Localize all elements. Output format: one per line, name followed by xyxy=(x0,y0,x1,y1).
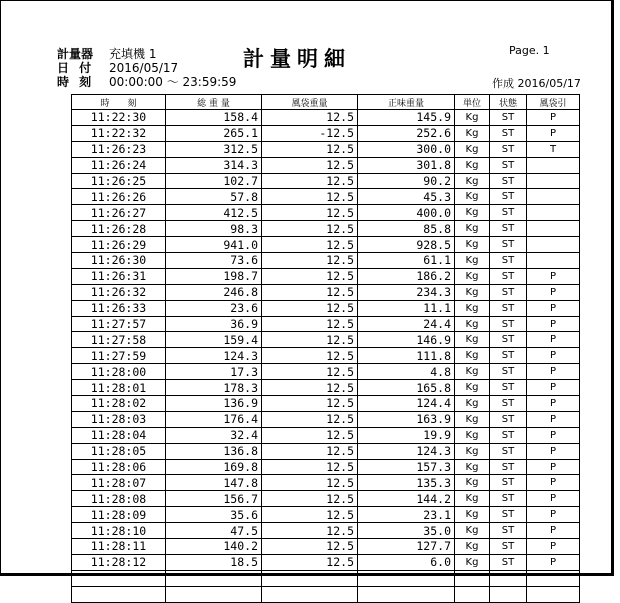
time-cell xyxy=(72,586,166,602)
col-status-header: 状態 xyxy=(490,95,527,110)
table-row xyxy=(72,205,580,221)
tare-mode-cell: P xyxy=(527,411,580,427)
tare-mode-cell xyxy=(527,173,580,189)
unit-cell: Kg xyxy=(455,157,490,173)
status-cell: ST xyxy=(490,411,527,427)
tare-mode-cell xyxy=(527,221,580,237)
time-cell: 11:26:26 xyxy=(72,189,166,205)
status-cell: ST xyxy=(490,475,527,491)
tare-mode-cell: P xyxy=(527,268,580,284)
status-cell xyxy=(490,586,527,602)
tare-cell: 12.5 xyxy=(262,364,358,380)
status-cell: ST xyxy=(490,300,527,316)
tare-cell: 12.5 xyxy=(262,427,358,443)
time-cell: 11:28:00 xyxy=(72,364,166,380)
tare-mode-cell xyxy=(527,570,580,586)
gross-cell: 147.8 xyxy=(166,475,262,491)
table-row xyxy=(72,284,580,300)
net-cell: 186.2 xyxy=(358,268,455,284)
time-cell: 11:28:09 xyxy=(72,507,166,523)
tare-cell: 12.5 xyxy=(262,110,358,126)
tare-cell: 12.5 xyxy=(262,189,358,205)
tare-cell: 12.5 xyxy=(262,332,358,348)
status-cell: ST xyxy=(490,316,527,332)
status-cell: ST xyxy=(490,189,527,205)
tare-cell: 12.5 xyxy=(262,221,358,237)
tare-mode-cell xyxy=(527,157,580,173)
time-cell: 11:26:33 xyxy=(72,300,166,316)
gross-cell xyxy=(166,586,262,602)
status-cell: ST xyxy=(490,523,527,539)
table-row xyxy=(72,110,580,126)
net-cell: 45.3 xyxy=(358,189,455,205)
net-cell: 124.3 xyxy=(358,443,455,459)
gross-cell: 176.4 xyxy=(166,411,262,427)
tare-cell: 12.5 xyxy=(262,523,358,539)
gross-cell: 98.3 xyxy=(166,221,262,237)
tare-mode-cell: P xyxy=(527,539,580,555)
tare-cell: 12.5 xyxy=(262,539,358,555)
tare-mode-cell xyxy=(527,586,580,602)
table-row xyxy=(72,348,580,364)
gross-cell: 941.0 xyxy=(166,237,262,253)
unit-cell: Kg xyxy=(455,205,490,221)
gross-cell: 57.8 xyxy=(166,189,262,205)
table-row xyxy=(72,554,580,570)
unit-cell: Kg xyxy=(455,475,490,491)
tare-mode-cell: P xyxy=(527,380,580,396)
gross-cell: 18.5 xyxy=(166,554,262,570)
unit-cell: Kg xyxy=(455,411,490,427)
net-cell: 6.0 xyxy=(358,554,455,570)
gross-cell: 124.3 xyxy=(166,348,262,364)
time-cell: 11:28:01 xyxy=(72,380,166,396)
tare-mode-cell: P xyxy=(527,427,580,443)
status-cell: ST xyxy=(490,141,527,157)
net-cell: 234.3 xyxy=(358,284,455,300)
gross-cell: 140.2 xyxy=(166,539,262,555)
net-cell: 85.8 xyxy=(358,221,455,237)
time-cell: 11:26:25 xyxy=(72,173,166,189)
tare-mode-cell: P xyxy=(527,507,580,523)
gross-cell: 246.8 xyxy=(166,284,262,300)
tare-mode-cell: P xyxy=(527,364,580,380)
gross-cell: 136.9 xyxy=(166,396,262,412)
time-cell: 11:22:32 xyxy=(72,125,166,141)
unit-cell: Kg xyxy=(455,443,490,459)
status-cell: ST xyxy=(490,427,527,443)
tare-cell xyxy=(262,570,358,586)
tare-cell: 12.5 xyxy=(262,411,358,427)
gross-cell: 159.4 xyxy=(166,332,262,348)
unit-cell xyxy=(455,586,490,602)
unit-cell: Kg xyxy=(455,110,490,126)
unit-cell: Kg xyxy=(455,300,490,316)
time-cell: 11:28:11 xyxy=(72,539,166,555)
status-cell: ST xyxy=(490,443,527,459)
table-row xyxy=(72,157,580,173)
net-cell: 165.8 xyxy=(358,380,455,396)
table-row xyxy=(72,189,580,205)
net-cell: 35.0 xyxy=(358,523,455,539)
tare-mode-cell: P xyxy=(527,523,580,539)
unit-cell: Kg xyxy=(455,554,490,570)
time-cell: 11:28:12 xyxy=(72,554,166,570)
time-cell: 11:26:27 xyxy=(72,205,166,221)
unit-cell: Kg xyxy=(455,380,490,396)
col-tare-header: 風袋重量 xyxy=(262,95,358,110)
tare-cell: 12.5 xyxy=(262,443,358,459)
gross-cell: 17.3 xyxy=(166,364,262,380)
tare-mode-cell xyxy=(527,237,580,253)
tare-cell: 12.5 xyxy=(262,459,358,475)
table-row xyxy=(72,507,580,523)
time-cell: 11:22:30 xyxy=(72,110,166,126)
tare-cell: 12.5 xyxy=(262,268,358,284)
weighing-table xyxy=(71,94,580,603)
table-row xyxy=(72,364,580,380)
tare-mode-cell xyxy=(527,253,580,269)
unit-cell: Kg xyxy=(455,141,490,157)
net-cell: 157.3 xyxy=(358,459,455,475)
status-cell: ST xyxy=(490,110,527,126)
status-cell: ST xyxy=(490,221,527,237)
net-cell: 301.8 xyxy=(358,157,455,173)
gross-cell: 198.7 xyxy=(166,268,262,284)
unit-cell: Kg xyxy=(455,221,490,237)
tare-cell: 12.5 xyxy=(262,300,358,316)
table-row xyxy=(72,237,580,253)
status-cell: ST xyxy=(490,348,527,364)
gross-cell: 412.5 xyxy=(166,205,262,221)
status-cell: ST xyxy=(490,554,527,570)
unit-cell: Kg xyxy=(455,253,490,269)
status-cell: ST xyxy=(490,284,527,300)
net-cell: 928.5 xyxy=(358,237,455,253)
table-row xyxy=(72,475,580,491)
table-row xyxy=(72,221,580,237)
net-cell: 300.0 xyxy=(358,141,455,157)
tare-mode-cell: P xyxy=(527,125,580,141)
table-row xyxy=(72,173,580,189)
net-cell: 127.7 xyxy=(358,539,455,555)
unit-cell: Kg xyxy=(455,268,490,284)
unit-cell: Kg xyxy=(455,348,490,364)
net-cell: 146.9 xyxy=(358,332,455,348)
tare-mode-cell: P xyxy=(527,459,580,475)
col-unit-header: 単位 xyxy=(455,95,490,110)
status-cell: ST xyxy=(490,332,527,348)
net-cell xyxy=(358,570,455,586)
table-row xyxy=(72,125,580,141)
table-row xyxy=(72,570,580,586)
table-row xyxy=(72,253,580,269)
net-cell: 19.9 xyxy=(358,427,455,443)
date-value: 2016/05/17 xyxy=(109,61,179,75)
net-cell: 135.3 xyxy=(358,475,455,491)
time-cell: 11:26:23 xyxy=(72,141,166,157)
net-cell: 61.1 xyxy=(358,253,455,269)
table-row xyxy=(72,411,580,427)
net-cell: 4.8 xyxy=(358,364,455,380)
unit-cell: Kg xyxy=(455,427,490,443)
net-cell: 144.2 xyxy=(358,491,455,507)
status-cell: ST xyxy=(490,491,527,507)
tare-mode-cell: P xyxy=(527,396,580,412)
tare-cell: 12.5 xyxy=(262,491,358,507)
device-value: 充填機 1 xyxy=(109,47,157,61)
unit-cell: Kg xyxy=(455,364,490,380)
time-cell: 11:26:30 xyxy=(72,253,166,269)
net-cell: 23.1 xyxy=(358,507,455,523)
gross-cell: 35.6 xyxy=(166,507,262,523)
tare-mode-cell: P xyxy=(527,554,580,570)
unit-cell xyxy=(455,570,490,586)
gross-cell: 136.8 xyxy=(166,443,262,459)
table-row xyxy=(72,380,580,396)
unit-cell: Kg xyxy=(455,523,490,539)
time-cell: 11:27:59 xyxy=(72,348,166,364)
net-cell: 124.4 xyxy=(358,396,455,412)
unit-cell: Kg xyxy=(455,316,490,332)
table-row xyxy=(72,459,580,475)
created-date: 作成 2016/05/17 xyxy=(492,77,581,90)
status-cell: ST xyxy=(490,173,527,189)
gross-cell xyxy=(166,570,262,586)
gross-cell: 178.3 xyxy=(166,380,262,396)
table-row xyxy=(72,427,580,443)
gross-cell: 312.5 xyxy=(166,141,262,157)
unit-cell: Kg xyxy=(455,173,490,189)
device-label: 計量器 xyxy=(57,47,94,61)
tare-cell: 12.5 xyxy=(262,475,358,491)
page-number: Page. 1 xyxy=(509,44,550,57)
time-cell: 11:26:32 xyxy=(72,284,166,300)
status-cell: ST xyxy=(490,237,527,253)
time-cell: 11:28:05 xyxy=(72,443,166,459)
status-cell: ST xyxy=(490,396,527,412)
tare-mode-cell: P xyxy=(527,110,580,126)
tare-cell: 12.5 xyxy=(262,205,358,221)
time-cell: 11:27:57 xyxy=(72,316,166,332)
unit-cell: Kg xyxy=(455,332,490,348)
report-title: 計量明細 xyxy=(243,47,351,71)
gross-cell: 158.4 xyxy=(166,110,262,126)
time-cell: 11:28:10 xyxy=(72,523,166,539)
status-cell: ST xyxy=(490,380,527,396)
tare-mode-cell: P xyxy=(527,300,580,316)
time-cell: 11:28:08 xyxy=(72,491,166,507)
unit-cell: Kg xyxy=(455,189,490,205)
gross-cell: 169.8 xyxy=(166,459,262,475)
status-cell: ST xyxy=(490,157,527,173)
net-cell: 163.9 xyxy=(358,411,455,427)
time-cell: 11:28:06 xyxy=(72,459,166,475)
net-cell: 252.6 xyxy=(358,125,455,141)
gross-cell: 102.7 xyxy=(166,173,262,189)
table-row xyxy=(72,141,580,157)
tare-mode-cell xyxy=(527,205,580,221)
table-row xyxy=(72,300,580,316)
tare-mode-cell: T xyxy=(527,141,580,157)
gross-cell: 23.6 xyxy=(166,300,262,316)
table-header-row xyxy=(72,95,580,110)
table-row xyxy=(72,268,580,284)
tare-mode-cell: P xyxy=(527,475,580,491)
table-row xyxy=(72,586,580,602)
tare-cell: 12.5 xyxy=(262,554,358,570)
net-cell: 11.1 xyxy=(358,300,455,316)
gross-cell: 36.9 xyxy=(166,316,262,332)
time-value: 00:00:00 ～ 23:59:59 xyxy=(109,75,237,89)
tare-cell: 12.5 xyxy=(262,141,358,157)
status-cell: ST xyxy=(490,364,527,380)
net-cell: 90.2 xyxy=(358,173,455,189)
gross-cell: 32.4 xyxy=(166,427,262,443)
tare-cell: 12.5 xyxy=(262,253,358,269)
tare-mode-cell: P xyxy=(527,491,580,507)
time-cell xyxy=(72,570,166,586)
table-row xyxy=(72,443,580,459)
table-row xyxy=(72,396,580,412)
tare-mode-cell: P xyxy=(527,284,580,300)
unit-cell: Kg xyxy=(455,459,490,475)
status-cell: ST xyxy=(490,507,527,523)
table-row xyxy=(72,539,580,555)
tare-cell: 12.5 xyxy=(262,237,358,253)
gross-cell: 73.6 xyxy=(166,253,262,269)
unit-cell: Kg xyxy=(455,237,490,253)
time-cell: 11:28:07 xyxy=(72,475,166,491)
unit-cell: Kg xyxy=(455,284,490,300)
time-label: 時 刻 xyxy=(57,75,95,89)
time-cell: 11:28:04 xyxy=(72,427,166,443)
net-cell: 111.8 xyxy=(358,348,455,364)
tare-mode-cell: P xyxy=(527,316,580,332)
tare-cell: 12.5 xyxy=(262,284,358,300)
status-cell: ST xyxy=(490,459,527,475)
unit-cell: Kg xyxy=(455,491,490,507)
gross-cell: 47.5 xyxy=(166,523,262,539)
status-cell: ST xyxy=(490,268,527,284)
tare-cell: 12.5 xyxy=(262,157,358,173)
status-cell: ST xyxy=(490,205,527,221)
tare-mode-cell: P xyxy=(527,348,580,364)
tare-cell: 12.5 xyxy=(262,173,358,189)
unit-cell: Kg xyxy=(455,125,490,141)
tare-mode-cell: P xyxy=(527,332,580,348)
net-cell: 24.4 xyxy=(358,316,455,332)
status-cell: ST xyxy=(490,539,527,555)
tare-cell: 12.5 xyxy=(262,348,358,364)
col-tare-mode-header: 風袋引 xyxy=(527,95,580,110)
table-body xyxy=(72,110,580,603)
status-cell: ST xyxy=(490,253,527,269)
tare-cell: 12.5 xyxy=(262,507,358,523)
time-cell: 11:28:02 xyxy=(72,396,166,412)
table-row xyxy=(72,523,580,539)
time-cell: 11:26:29 xyxy=(72,237,166,253)
col-gross-header: 総 重 量 xyxy=(166,95,262,110)
gross-cell: 314.3 xyxy=(166,157,262,173)
gross-cell: 265.1 xyxy=(166,125,262,141)
net-cell: 145.9 xyxy=(358,110,455,126)
unit-cell: Kg xyxy=(455,396,490,412)
time-cell: 11:26:24 xyxy=(72,157,166,173)
unit-cell: Kg xyxy=(455,539,490,555)
status-cell xyxy=(490,570,527,586)
time-cell: 11:27:58 xyxy=(72,332,166,348)
gross-cell: 156.7 xyxy=(166,491,262,507)
tare-cell: 12.5 xyxy=(262,396,358,412)
time-cell: 11:26:31 xyxy=(72,268,166,284)
status-cell: ST xyxy=(490,125,527,141)
date-label: 日 付 xyxy=(57,61,95,75)
tare-cell: 12.5 xyxy=(262,380,358,396)
col-time-header: 時 刻 xyxy=(72,95,166,110)
col-net-header: 正味重量 xyxy=(358,95,455,110)
net-cell: 400.0 xyxy=(358,205,455,221)
tare-cell: 12.5 xyxy=(262,316,358,332)
tare-cell xyxy=(262,586,358,602)
time-cell: 11:28:03 xyxy=(72,411,166,427)
time-cell: 11:26:28 xyxy=(72,221,166,237)
unit-cell: Kg xyxy=(455,507,490,523)
tare-mode-cell: P xyxy=(527,443,580,459)
tare-cell: -12.5 xyxy=(262,125,358,141)
table-row xyxy=(72,332,580,348)
table-row xyxy=(72,316,580,332)
table-row xyxy=(72,491,580,507)
net-cell xyxy=(358,586,455,602)
tare-mode-cell xyxy=(527,189,580,205)
